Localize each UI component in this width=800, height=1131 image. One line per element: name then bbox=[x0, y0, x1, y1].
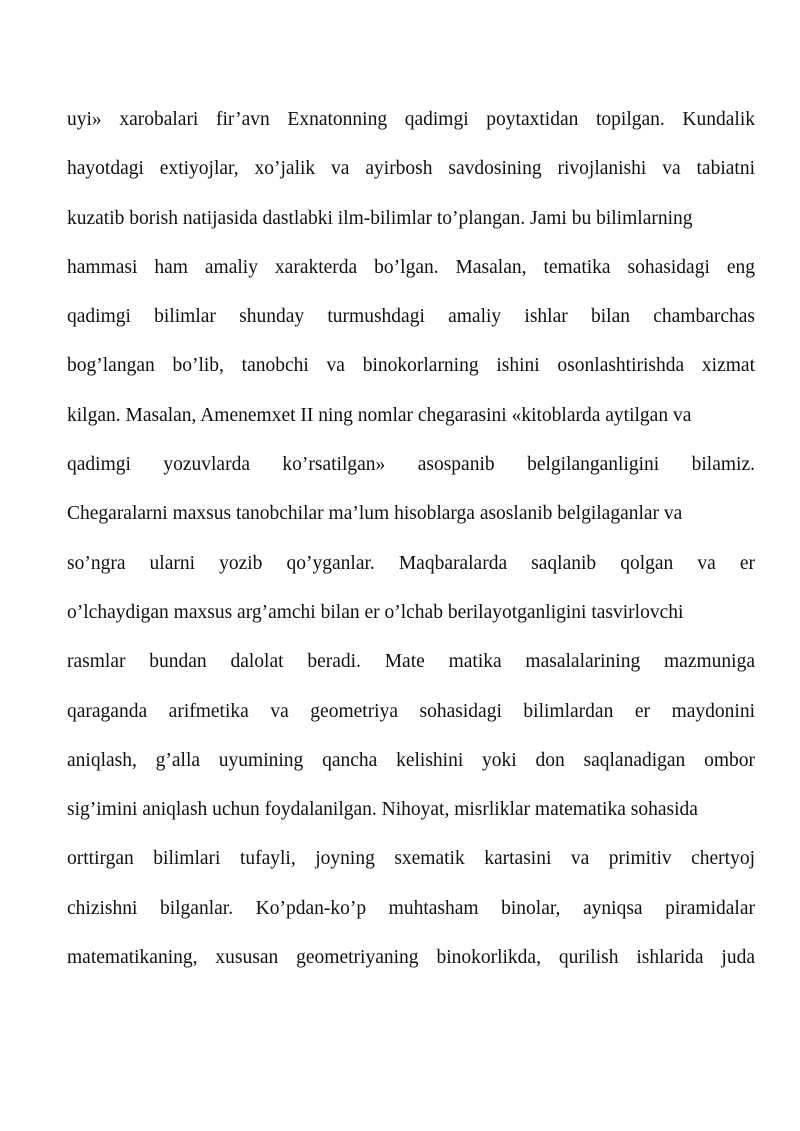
text-line: matematikaning, xususan geometriyaning binokorlikda, qurilish ishlarida juda bbox=[67, 947, 755, 969]
body-paragraph bbox=[67, 100, 755, 987]
text-line: aniqlash, g’alla uyumining qancha kelishini yoki don saqlanadigan ombor bbox=[67, 749, 755, 771]
text-line: Chegaralarni maxsus tanobchilar ma’lum hisoblarga asoslanib belgilaganlar va bbox=[67, 503, 683, 525]
text-line: hammasi ham amaliy xarakterda bo’lgan. Masalan, tematika sohasidagi eng bbox=[67, 256, 755, 278]
text-line: kuzatib borish natijasida dastlabki ilm-bilimlar to’plangan. Jami bu bilimlarning bbox=[67, 207, 693, 229]
text-line: rasmlar bundan dalolat beradi. Mate matika masalalarining mazmuniga bbox=[67, 651, 755, 673]
text-line: bog’langan bo’lib, tanobchi va binokorlarning ishini osonlashtirishda xizmat bbox=[67, 355, 755, 377]
text-line: qaraganda arifmetika va geometriya sohasidagi bilimlardan er maydonini bbox=[67, 700, 755, 722]
text-line: qadimgi bilimlar shunday turmushdagi amaliy ishlar bilan chambarchas bbox=[67, 306, 755, 328]
text-line: chizishni bilganlar. Ko’pdan-ko’p muhtasham binolar, ayniqsa piramidalar bbox=[67, 897, 755, 919]
text-line: uyi» xarobalari fir’avn Exnatonning qadimgi poytaxtidan topilgan. Kundalik bbox=[67, 109, 755, 130]
text-line: kilgan. Masalan, Amenemxet II ning nomlar chegarasini «kitoblarda aytilgan va bbox=[67, 404, 692, 426]
text-line: so’ngra ularni yozib qo’yganlar. Maqbaralarda saqlanib qolgan va er bbox=[67, 552, 755, 574]
text-line: hayotdagi extiyojlar, xo’jalik va ayirbosh savdosining rivojlanishi va tabiatni bbox=[67, 158, 755, 180]
text-line: qadimgi yozuvlarda ko’rsatilgan» asospanib belgilanganligini bilamiz. bbox=[67, 454, 755, 476]
text-line: orttirgan bilimlari tufayli, joyning sxematik kartasini va primitiv chertyoj bbox=[67, 848, 755, 870]
text-line: o’lchaydigan maxsus arg’amchi bilan er o’lchab berilayotganligini tasvirlovchi bbox=[67, 601, 684, 623]
text-line: sig’imini aniqlash uchun foydalanilgan. Nihoyat, misrliklar matematika sohasida bbox=[67, 799, 698, 821]
